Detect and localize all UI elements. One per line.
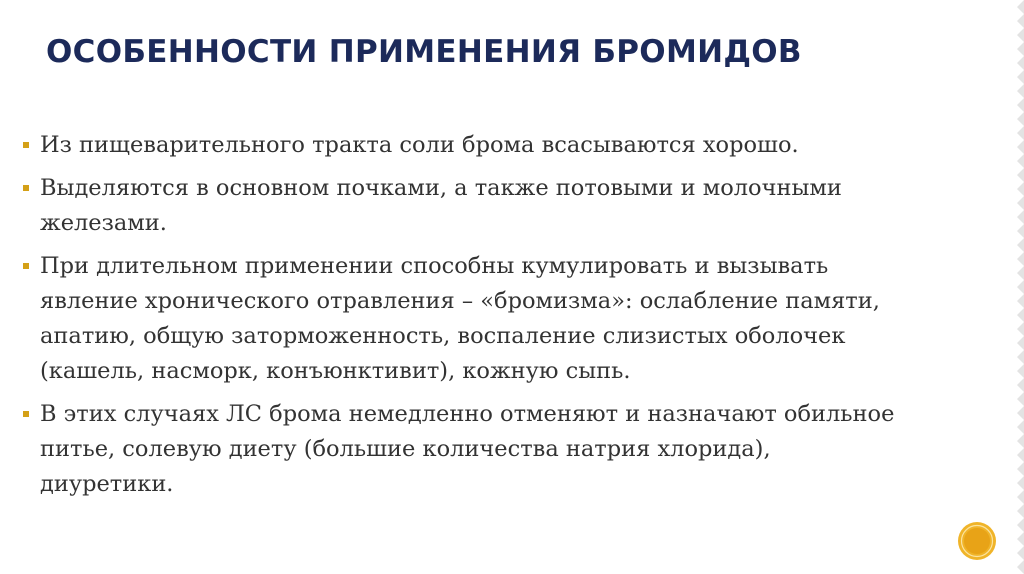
- bullet-text: При длительном применении способны кумулировать и вызывать явление хронического отравления – «бромизма»: ослабление памяти, апатию, общую заторможенность, воспаление слизистых оболочек (кашель, насморк, конъюнктивит), кожную сыпь.: [40, 253, 880, 384]
- zigzag-border-decoration: [1010, 0, 1024, 574]
- slide-title: ОСОБЕННОСТИ ПРИМЕНЕНИЯ БРОМИДОВ: [46, 34, 802, 70]
- gold-circle-badge-icon: [957, 521, 997, 561]
- bullet-item: [18, 397, 1008, 502]
- square-bullet-icon: [23, 411, 29, 417]
- square-bullet-icon: [23, 263, 29, 269]
- bullet-text: Выделяются в основном почками, а также потовыми и молочными железами.: [40, 175, 842, 236]
- square-bullet-icon: [23, 142, 29, 148]
- bullet-text: Из пищеварительного тракта соли брома всасываются хорошо.: [40, 132, 799, 158]
- bullet-item: [18, 249, 1008, 389]
- square-bullet-icon: [23, 185, 29, 191]
- bullet-item: [18, 128, 1008, 163]
- bullet-item: [18, 171, 1008, 241]
- bullet-list: [18, 128, 1008, 510]
- bullet-text: В этих случаях ЛС брома немедленно отменяют и назначают обильное питье, солевую диету (большие количества натрия хлорида), диуретики.: [40, 401, 895, 497]
